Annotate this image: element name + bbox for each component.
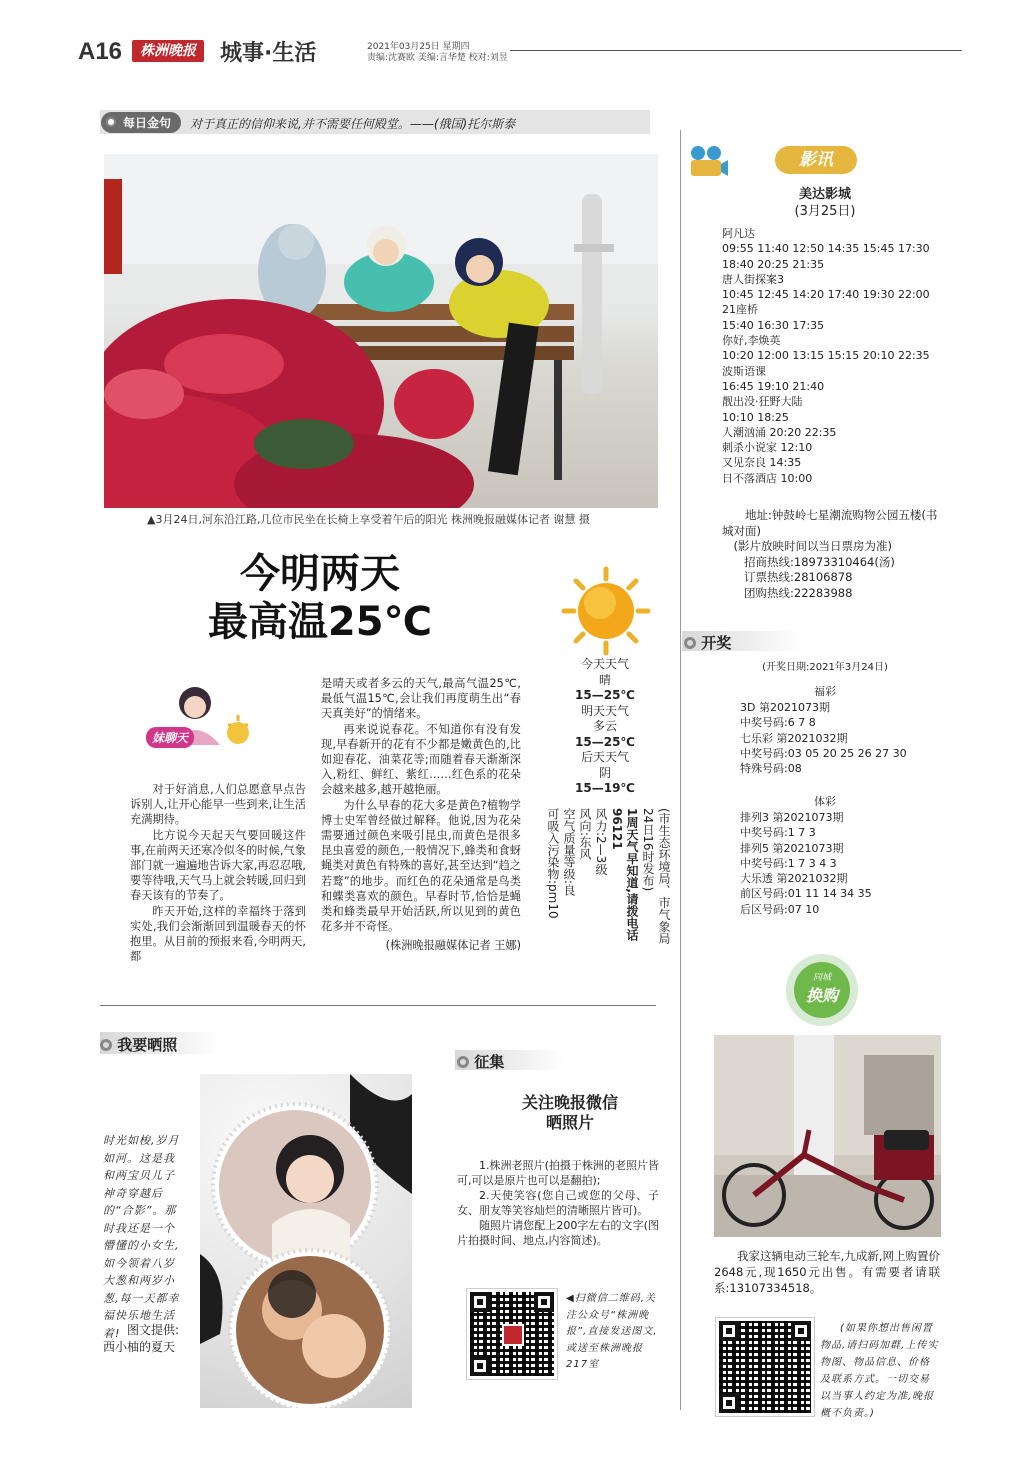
- swap-description: [714, 1248, 940, 1296]
- solicit-heading-line-1: 关注晚报微信: [521, 1093, 618, 1112]
- sun-icon: [560, 565, 652, 657]
- header-meta: [367, 42, 508, 64]
- qr-finder: [791, 1321, 811, 1341]
- article-paragraph: 再来说说春花。不知道你有没有发现,早春新开的花有不少都是嫩黄色的,比如迎春花、油菜花等;而随着春天渐渐深入,粉红、鲜红、紫红……红色系的花朵会越来越多,越开越艳丽。: [321, 722, 521, 797]
- lottery-date: (开奖日期:2021年3月24日): [762, 662, 888, 673]
- air-quality: 空气质量等级:良: [562, 808, 576, 897]
- solicit-item-2: 2.天使笑容(您自己或您的父母、子女、朋友等笑容灿烂的清晰照片皆可)。: [457, 1189, 659, 1217]
- daily-quote: 对于真正的信仰来说,并不需要任何殿堂。——(俄国)托尔斯泰: [190, 117, 516, 131]
- swap-badge-main: 换购: [805, 986, 838, 1005]
- quote-tag-label: 每日金句: [123, 116, 172, 130]
- bullet-icon: [100, 1039, 112, 1051]
- bullet-icon: [684, 637, 696, 649]
- cinema-contact: [722, 508, 942, 601]
- movie-times: 10:10 18:25: [722, 410, 789, 424]
- newspaper-logo: 株洲晚报: [132, 40, 204, 62]
- article-paragraph: 是晴天或者多云的天气,最高气温25℃,最低气温15℃,会让我们再度萌生出“春天真美好”的情绪来。: [321, 677, 521, 721]
- cinema-hotline: 招商热线:18973310464(汤): [744, 554, 895, 569]
- lottery-line: 特殊号码:08: [740, 762, 802, 776]
- solicit-title: [457, 1051, 504, 1072]
- photo-section-title: [100, 1034, 177, 1055]
- movie-title: 阿凡达: [722, 227, 755, 240]
- article-column-1: [130, 782, 306, 964]
- solicit-heading: [470, 1093, 670, 1133]
- swap-badge-inner: [794, 962, 850, 1018]
- movie-title: 波斯语课: [722, 364, 766, 378]
- article-paragraph: 昨天开始,这样的幸福终于落到实处,我们会渐渐回到温暖春天的怀抱里。从目前的预报来看,今明两天,都: [130, 904, 306, 964]
- today-label: 今天天气: [580, 657, 629, 671]
- wind-force: 风力:2—3级: [594, 808, 608, 876]
- credit-label: 图文提供:: [127, 1323, 180, 1337]
- section-divider: [100, 1005, 656, 1006]
- main-photo: [104, 154, 658, 508]
- swap-text: 我家这辆电动三轮车,九成新,网上购置价2648元,现1650元出售。有需要者请联系:13107334518。: [714, 1249, 940, 1295]
- page-number: A16: [78, 38, 123, 65]
- movie-times: 15:40 16:30 17:35: [722, 318, 825, 332]
- header-rule: [510, 50, 962, 51]
- solicit-item-1: 1.株洲老照片(拍摄于株洲的老照片皆可,可以是原片也可以是翻拍);: [457, 1159, 659, 1187]
- photo-caption: ▲3月24日,河东沿江路,几位市民坐在长椅上享受着午后的阳光 株洲晚报融媒体记者 谢慧 摄: [147, 513, 590, 526]
- lottery-line: 中奖号码:1 7 3 4 3: [740, 856, 837, 870]
- lottery-line: 3D 第2021073期: [740, 701, 830, 714]
- photo-section-label: 我要晒照: [117, 1036, 178, 1054]
- column-logo: [140, 685, 260, 765]
- movie-times: 10:45 12:45 14:20 17:40 19:30 22:00: [722, 288, 930, 302]
- ticai-heading: 体彩: [814, 795, 836, 808]
- cinema-hotline: 团购热线:22283988: [744, 585, 853, 600]
- movie-title: 21座桥: [722, 303, 758, 317]
- section-title: 城事·生活: [220, 41, 317, 66]
- photo-credit: [103, 1322, 179, 1356]
- park-bench-photo: [104, 154, 658, 508]
- solicit-note: 随照片请您配上200字左右的文字(图片拍摄时间、地点,内容简述)。: [457, 1219, 659, 1247]
- lottery-line: 排列3 第2021073期: [740, 811, 844, 824]
- movie-times: 10:20 12:00 13:15 15:15 20:10 22:35: [722, 349, 930, 363]
- movie-times: 16:45 19:10 21:40: [722, 379, 825, 393]
- film-projector-icon: [688, 144, 728, 178]
- weather-details: [545, 808, 671, 973]
- tomorrow-condition: 多云: [592, 719, 617, 733]
- tricycle-photo: [714, 1035, 941, 1237]
- swap-note: (如果你想出售闲置物品,请扫码加群,上传实物图、物品信息、价格及联系方式。一切交易以当事人约定为准,晚报概不负责。): [820, 1323, 939, 1419]
- lottery-line: 中奖号码:03 05 20 25 26 27 30: [740, 746, 907, 760]
- article-byline: (株洲晚报融媒体记者 王娜): [385, 939, 521, 953]
- logo-icon: [502, 1324, 524, 1346]
- headline-line-2: 最高温25℃: [207, 599, 433, 645]
- wind-direction: 风向:东风: [578, 808, 592, 861]
- lottery-line: 排列5 第2021073期: [740, 841, 844, 855]
- after-temp: 15—19℃: [575, 781, 635, 795]
- lottery-title: [684, 632, 731, 653]
- lottery-line: 中奖号码:6 7 8: [740, 716, 816, 730]
- movie-title: 唐人街探案3: [722, 272, 784, 286]
- bullet-icon: [457, 1056, 469, 1068]
- credit-name: 西小柚的夏天: [103, 1340, 176, 1354]
- weather-forecast: [555, 657, 655, 797]
- wechat-qr-code[interactable]: [467, 1289, 557, 1379]
- headline-line-1: 今明两天: [240, 551, 400, 597]
- movie-entry: 又见奈良 14:35: [722, 456, 802, 470]
- after-label: 后天天气: [580, 750, 629, 764]
- article-paragraph: 比方说今天起天气要回暖这件事,在前两天还寒冷似冬的时候,气象部门就一遍遍地告诉大家,再忍忍哦,要等待哦,天气马上就会转暖,回归到春天该有的节奏了。: [130, 828, 306, 903]
- lottery-line: 大乐透 第2021032期: [740, 872, 848, 886]
- after-condition: 阴: [598, 765, 611, 780]
- today-temp: 15—25℃: [575, 688, 635, 702]
- movie-entry: 日不落酒店 10:00: [722, 471, 813, 485]
- cinema-tag: 影讯: [775, 146, 857, 174]
- issue-date: 2021年03月25日 星期四: [367, 42, 470, 52]
- movie-entry: 刺杀小说家 12:10: [722, 441, 813, 455]
- solicit-heading-line-2: 晒照片: [545, 1113, 594, 1132]
- qr-finder: [470, 1356, 490, 1376]
- column-logo-text: 妹聊天: [146, 727, 194, 748]
- quote-tag: [101, 112, 181, 133]
- headline: [180, 550, 460, 646]
- qr-finder: [534, 1292, 554, 1312]
- movie-title: 你好,李焕英: [722, 334, 781, 348]
- fucai-heading: 福彩: [814, 685, 836, 698]
- swap-badge: [786, 954, 858, 1026]
- lottery-line: 七乐彩 第2021032期: [740, 731, 848, 745]
- column-divider: [680, 130, 681, 1410]
- qr-finder: [470, 1292, 490, 1312]
- lottery-line: 后区号码:07 10: [740, 902, 820, 916]
- cinema-notice: (影片放映时间以当日票房为准): [733, 539, 892, 553]
- lottery-line: 中奖号码:1 7 3: [740, 826, 816, 840]
- collage-image: [200, 1074, 412, 1408]
- collage-photo: [200, 1074, 412, 1408]
- today-condition: 晴: [598, 672, 611, 687]
- swap-badge-top: 同城: [812, 973, 831, 983]
- ticai-results: [740, 810, 960, 917]
- article-column-2: [321, 676, 521, 954]
- movie-title: 靓出没·狂野大陆: [722, 395, 803, 409]
- weather-source-time: 24日16时发布): [641, 808, 655, 892]
- fucai-results: [740, 700, 960, 776]
- movie-times: 09:55 11:40 12:50 14:35 15:45 17:30 18:40 20:25 21:35: [722, 242, 930, 271]
- cinema-hotline: 订票热线:28106878: [744, 570, 853, 584]
- solicit-label: 征集: [474, 1053, 505, 1071]
- qr-finder: [719, 1321, 739, 1341]
- bullet-icon: [106, 117, 116, 127]
- solicit-body: [457, 1158, 659, 1248]
- cinema-address: 地址:钟鼓岭七星潮流购物公园五楼(书城对面): [722, 508, 938, 538]
- article-paragraph: 对于好消息,人们总愿意早点告诉别人,让开心能早一些到来,让生活充满期待。: [130, 783, 306, 827]
- tricycle-image: [714, 1035, 941, 1237]
- lottery-label: 开奖: [701, 634, 732, 652]
- qr-instructions: ◀扫微信二维码,关注公众号“株洲晚报”,直接发送图文,或送至株洲晚报217室: [566, 1293, 658, 1370]
- cinema-heading: [690, 186, 960, 220]
- weather-source: (市生态环境局、市气象局: [657, 808, 671, 945]
- article-paragraph: 为什么早春的花大多是黄色?植物学博士史军曾经做过解释。他说,因为花朵需要通过颜色来吸引昆虫,而黄色是很多昆虫喜爱的颜色,一般情况下,蜂类和食蚜蝇类对黄色有特殊的喜好,甚至达到“趋之若鹜”的地步。而红色的花朵通常是鸟类和蝶类喜欢的颜色。早春时节,恰恰是蝇类和蜂类最早开始活跃,所以见到的黄色花多并不奇怪。: [321, 798, 521, 934]
- tomorrow-label: 明天天气: [580, 703, 629, 718]
- tomorrow-temp: 15—25℃: [575, 734, 635, 749]
- showtimes-list: [722, 226, 942, 486]
- lottery-line: 前区号码:01 11 14 34 35: [740, 887, 872, 901]
- avatar: [140, 685, 260, 765]
- qr-finder: [719, 1393, 739, 1413]
- photo-story: 时光如梭,岁月如河。这是我和两宝贝儿子神奇穿越后的“合影”。那时我还是一个懵懂的小女生,如今领着八岁大葱和两岁小葱,每一天都幸福快乐地生活着!: [103, 1134, 180, 1340]
- swap-group-qr-code[interactable]: [716, 1318, 814, 1416]
- cinema-name: 美达影城: [798, 187, 851, 202]
- pollutant: 可吸入污染物:pm10: [546, 808, 560, 919]
- movie-entry: 人潮汹涌 20:20 22:35: [722, 425, 837, 439]
- editor-credits: 责编:沈赛欧 美编:言华楚 校对:刘昱: [367, 53, 508, 63]
- cinema-date: (3月25日): [794, 204, 856, 219]
- weather-hotline: 1周天气早知道,请拨电话96121: [610, 808, 639, 941]
